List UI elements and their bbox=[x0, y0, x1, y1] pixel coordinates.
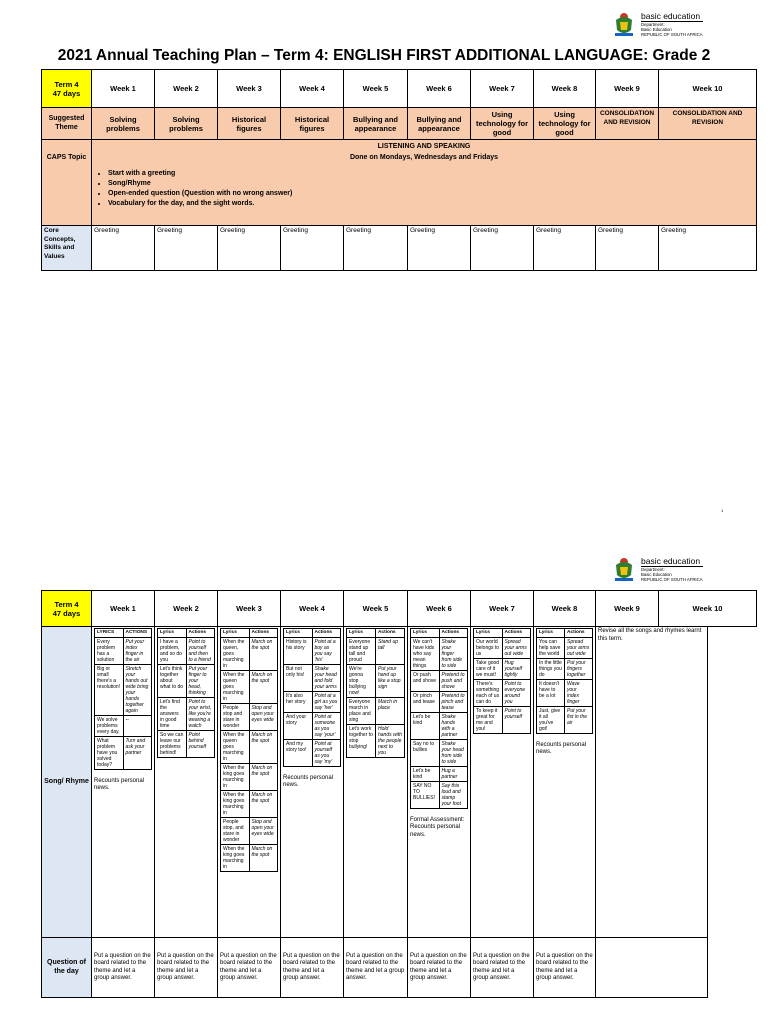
lyrics-row bbox=[347, 697, 405, 724]
question-cell: Put a question on the board related to the theme and let a group answer. bbox=[218, 938, 281, 998]
action-line: Put your finger to your head, thinking bbox=[186, 664, 215, 697]
lyrics-table bbox=[410, 628, 468, 809]
song-cell bbox=[92, 627, 155, 938]
theme-cell: Using technology for good bbox=[471, 108, 534, 140]
recount-note: Recounts personal news. bbox=[94, 777, 145, 791]
greeting-cell: Greeting bbox=[281, 226, 344, 271]
action-line: Pretend to pinch and tease bbox=[439, 691, 468, 712]
action-line: Hug a partner bbox=[439, 766, 468, 781]
lyric-line: I have a problem, and so do you bbox=[158, 637, 187, 664]
logo-dept: Department: bbox=[641, 566, 665, 572]
lyrics-row bbox=[411, 781, 468, 808]
question-cell: Put a question on the board related to the theme and let a group answer. bbox=[92, 938, 155, 998]
lyrics-row bbox=[411, 637, 468, 670]
week-header: Week 4 bbox=[281, 70, 344, 108]
lyric-line: And your story bbox=[284, 712, 313, 739]
lyric-line: When the king goes marching in bbox=[221, 844, 250, 871]
action-line: March in place bbox=[376, 697, 405, 724]
greeting-cell: Greeting bbox=[344, 226, 408, 271]
lyrics-row bbox=[347, 664, 405, 697]
lyric-line: Let's be kind bbox=[411, 766, 440, 781]
week-header: Week 8 bbox=[534, 70, 596, 108]
lyrics-row bbox=[411, 691, 468, 712]
lyric-line: SAY NO TO BULLIES! bbox=[411, 781, 440, 808]
logo-dept2: Basic Education bbox=[641, 26, 672, 32]
logo-dept: Department: bbox=[641, 21, 665, 27]
lyrics-row bbox=[284, 691, 341, 712]
week-header: Week 1 bbox=[92, 591, 155, 627]
action-line: -- bbox=[123, 715, 152, 736]
lyrics-row bbox=[95, 736, 152, 769]
lyrics-row bbox=[537, 706, 593, 733]
greeting-cell: Greeting bbox=[659, 226, 757, 271]
week-header: Week 7 bbox=[471, 70, 534, 108]
lyric-line: When the king goes marching in bbox=[221, 763, 250, 790]
action-line: Stop and open your eyes wide bbox=[249, 817, 278, 844]
lyrics-table bbox=[473, 628, 531, 734]
lyric-line: When the queen, goes marching in bbox=[221, 637, 250, 670]
lyric-line: People stop and stare in wonder bbox=[221, 703, 250, 730]
lyric-line: It doesn't have to be a lot bbox=[537, 679, 565, 706]
action-line: Turn and ask your partner bbox=[123, 736, 152, 769]
lyric-line: You can help save the world bbox=[537, 637, 565, 658]
lyrics-row bbox=[221, 670, 278, 703]
action-line: March on the spot bbox=[249, 730, 278, 763]
lyrics-row bbox=[411, 739, 468, 766]
caps-item: • Start with a greeting bbox=[108, 169, 754, 179]
coat-of-arms-icon bbox=[611, 10, 637, 38]
lyrics-row bbox=[474, 658, 531, 679]
lyric-line: What problem have you solved today? bbox=[95, 736, 124, 769]
week-header: Week 10 bbox=[659, 591, 757, 627]
action-line: March on the spot bbox=[249, 670, 278, 703]
lyrics-row bbox=[221, 763, 278, 790]
greeting-cell: Greeting bbox=[92, 226, 155, 271]
lyrics-row bbox=[474, 706, 531, 733]
lyric-line: Everyone stand up tall and proud bbox=[347, 637, 376, 664]
lyrics-header: Lyrics bbox=[537, 629, 565, 638]
lyric-line: Or push and shove bbox=[411, 670, 440, 691]
week-header: Week 3 bbox=[218, 70, 281, 108]
song-cell bbox=[534, 627, 596, 938]
lyric-line: Let's find the answers in good time bbox=[158, 697, 187, 730]
lyric-line: When the queen goes marching in bbox=[221, 670, 250, 703]
coat-of-arms-icon bbox=[611, 555, 637, 583]
lyrics-row bbox=[474, 637, 531, 658]
action-line: Shake your finger from side to side bbox=[439, 637, 468, 670]
plan-table-bottom bbox=[41, 590, 757, 998]
lyrics-row bbox=[158, 664, 215, 697]
lyric-line: We solve problems every day. bbox=[95, 715, 124, 736]
lyrics-row bbox=[474, 679, 531, 706]
action-line: Shake hands with a partner bbox=[439, 712, 468, 739]
theme-cell: Bullying and appearance bbox=[408, 108, 471, 140]
action-line: Point at yourself as you say 'my' bbox=[312, 739, 341, 766]
lyrics-header: ACTIONS bbox=[123, 629, 152, 638]
lyrics-table bbox=[94, 628, 152, 770]
week-header: Week 7 bbox=[471, 591, 534, 627]
theme-cell: Bullying and appearance bbox=[344, 108, 408, 140]
lyrics-row bbox=[221, 844, 278, 871]
week-header: Week 4 bbox=[281, 591, 344, 627]
week-header: Week 6 bbox=[408, 70, 471, 108]
lyric-line: Let's work together to stop bullying! bbox=[347, 724, 376, 757]
week-header: Week 3 bbox=[218, 591, 281, 627]
caps-sub: Done on Mondays, Wednesdays and Fridays bbox=[349, 154, 499, 161]
week-header: Week 5 bbox=[344, 70, 408, 108]
action-line: Hug yourself tightly bbox=[502, 658, 531, 679]
lyrics-header: LYRICS bbox=[95, 629, 124, 638]
action-line: Put your index finger in the air bbox=[123, 637, 152, 664]
week-header: Week 9 bbox=[596, 591, 659, 627]
lyric-line: But not only his! bbox=[284, 664, 313, 691]
greeting-cell: Greeting bbox=[471, 226, 534, 271]
theme-cell: Solving problems bbox=[92, 108, 155, 140]
caps-list bbox=[108, 169, 754, 209]
action-line: Wave your index finger bbox=[565, 679, 593, 706]
logo-top bbox=[611, 10, 703, 38]
week-header: Week 2 bbox=[155, 591, 218, 627]
lyrics-row bbox=[95, 664, 152, 715]
week-header: Week 9 bbox=[596, 70, 659, 108]
theme-cell: CONSOLIDATION AND REVISION bbox=[596, 108, 659, 140]
lyrics-header: Lyrics bbox=[158, 629, 187, 638]
lyrics-row bbox=[537, 679, 593, 706]
lyrics-row bbox=[347, 637, 405, 664]
lyrics-row bbox=[284, 739, 341, 766]
lyrics-row bbox=[284, 712, 341, 739]
lyrics-table bbox=[157, 628, 215, 758]
term-days: 47 days bbox=[52, 608, 81, 618]
lyric-line: We can't have kids who say mean things bbox=[411, 637, 440, 670]
lyric-line: Every problem has a solution bbox=[95, 637, 124, 664]
lyric-line: We're gonna stop bullying now! bbox=[347, 664, 376, 697]
lyrics-row bbox=[537, 658, 593, 679]
logo-dept2: Basic Education bbox=[641, 571, 672, 577]
lyric-line: Big or small there's a resolution! bbox=[95, 664, 124, 715]
caps-item: • Open-ended question (Question with no wrong answer) bbox=[108, 189, 754, 199]
lyric-line: Take good care of it we must! bbox=[474, 658, 503, 679]
action-line: March on the spot bbox=[249, 637, 278, 670]
lyrics-header: Actions bbox=[376, 629, 405, 638]
song-cell bbox=[471, 627, 534, 938]
lyric-line: And my story too! bbox=[284, 739, 313, 766]
lyric-line: So we can leave our problems behind! bbox=[158, 730, 187, 757]
theme-label: Suggested Theme bbox=[42, 108, 92, 140]
lyrics-row bbox=[221, 817, 278, 844]
week-header: Week 10 bbox=[659, 70, 757, 108]
action-line: March on the spot bbox=[249, 763, 278, 790]
revise-note: Revise all the songs and rhymes learnt this term. bbox=[598, 628, 702, 642]
lyrics-row bbox=[221, 730, 278, 763]
week-header: Week 6 bbox=[408, 591, 471, 627]
action-line: Put your fist in the air bbox=[565, 706, 593, 733]
lyric-line: Just, give it all you've got! bbox=[537, 706, 565, 733]
greeting-cell: Greeting bbox=[218, 226, 281, 271]
lyric-line: When the queen goes marching in bbox=[221, 730, 250, 763]
logo-name: basic education bbox=[641, 557, 703, 567]
question-cell: Put a question on the board related to the theme and let a group answer. bbox=[408, 938, 471, 998]
lyric-line: When the king goes marching in bbox=[221, 790, 250, 817]
lyrics-row bbox=[411, 712, 468, 739]
lyrics-header: Actions bbox=[186, 629, 215, 638]
caps-label: CAPS Topic bbox=[42, 140, 92, 226]
song-cell bbox=[155, 627, 218, 938]
lyrics-table bbox=[283, 628, 341, 767]
week-header: Week 8 bbox=[534, 591, 596, 627]
lyric-line: Let's be kind bbox=[411, 712, 440, 739]
question-cell: Put a question on the board related to the theme and let a group answer. bbox=[281, 938, 344, 998]
term-cell bbox=[42, 591, 92, 627]
logo-republic: REPUBLIC OF SOUTH AFRICA bbox=[641, 31, 703, 37]
action-line: Stop and open your eyes wide bbox=[249, 703, 278, 730]
action-line: Point at a boy as you say 'his' bbox=[312, 637, 341, 664]
logo-republic: REPUBLIC OF SOUTH AFRICA bbox=[641, 576, 703, 582]
lyric-line: In the little things you do bbox=[537, 658, 565, 679]
lyrics-header: Lyrics bbox=[474, 629, 503, 638]
lyrics-header: Lyrics bbox=[221, 629, 250, 638]
lyric-line: There's something each of us can do bbox=[474, 679, 503, 706]
song-cell bbox=[408, 627, 471, 938]
lyrics-header: Actions bbox=[565, 629, 593, 638]
greeting-cell: Greeting bbox=[155, 226, 218, 271]
term-label: Term 4 bbox=[54, 79, 79, 89]
song-cell bbox=[281, 627, 344, 938]
action-line: Point to everyone around you bbox=[502, 679, 531, 706]
action-line: Point to yourself bbox=[502, 706, 531, 733]
lyrics-row bbox=[158, 730, 215, 757]
lyrics-table bbox=[220, 628, 278, 872]
lyric-line: Let's think together about what to do bbox=[158, 664, 187, 697]
question-label: Question of the day bbox=[42, 938, 92, 998]
greeting-cell: Greeting bbox=[408, 226, 471, 271]
song-cell bbox=[218, 627, 281, 938]
question-cell: Put a question on the board related to the theme and let a group answer. bbox=[344, 938, 408, 998]
recount-note: Recounts personal news. bbox=[536, 741, 587, 755]
core-label: Core Concepts, Skills and Values bbox=[42, 226, 92, 271]
week-header: Week 5 bbox=[344, 591, 408, 627]
recount-note: Formal Assessment: Recounts personal news. bbox=[410, 816, 465, 838]
lyric-line: It's also her story bbox=[284, 691, 313, 712]
greeting-cell: Greeting bbox=[534, 226, 596, 271]
lyrics-row bbox=[221, 637, 278, 670]
lyrics-header: Actions bbox=[439, 629, 468, 638]
theme-cell: CONSOLIDATION AND REVISION bbox=[659, 108, 757, 140]
theme-cell: Solving problems bbox=[155, 108, 218, 140]
question-cell bbox=[596, 938, 708, 998]
action-line: March on the spot bbox=[249, 790, 278, 817]
song-label: Song/ Rhyme bbox=[42, 627, 92, 938]
lyrics-header: Actions bbox=[502, 629, 531, 638]
week-header: Week 2 bbox=[155, 70, 218, 108]
term-days: 47 days bbox=[52, 88, 81, 98]
term-cell bbox=[42, 70, 92, 108]
lyrics-row bbox=[95, 715, 152, 736]
lyric-line: To keep it great for me and you! bbox=[474, 706, 503, 733]
lyrics-header: Actions bbox=[249, 629, 278, 638]
song-cell bbox=[596, 627, 708, 938]
lyrics-row bbox=[158, 637, 215, 664]
lyric-line: History is his story bbox=[284, 637, 313, 664]
lyrics-row bbox=[347, 724, 405, 757]
lyrics-table bbox=[536, 628, 593, 734]
lyrics-header: Lyrics bbox=[284, 629, 313, 638]
caps-heading: LISTENING AND SPEAKING bbox=[377, 143, 471, 150]
lyrics-row bbox=[411, 670, 468, 691]
term-label: Term 4 bbox=[54, 599, 79, 609]
lyric-line: Our world belongs to us bbox=[474, 637, 503, 658]
logo-bottom bbox=[611, 555, 703, 583]
action-line: Spread your arms out wide bbox=[565, 637, 593, 658]
action-line: Point to your wrist, like you're wearing a watch bbox=[186, 697, 215, 730]
lyric-line: Or pinch and tease bbox=[411, 691, 440, 712]
action-line: Spread your arms out wide bbox=[502, 637, 531, 658]
theme-cell: Using technology for good bbox=[534, 108, 596, 140]
action-line: Say this loud and stamp your foot bbox=[439, 781, 468, 808]
logo-name: basic education bbox=[641, 12, 703, 22]
action-line: Shake your head and fold your arms bbox=[312, 664, 341, 691]
caps-topic bbox=[92, 140, 757, 226]
action-line: March on the spot bbox=[249, 844, 278, 871]
lyric-line: Say no to bullies bbox=[411, 739, 440, 766]
action-line: Stand up tall bbox=[376, 637, 405, 664]
page-title: 2021 Annual Teaching Plan – Term 4: ENGLISH FIRST ADDITIONAL LANGUAGE: Grade 2 bbox=[57, 47, 711, 64]
lyrics-row bbox=[411, 766, 468, 781]
action-line: Pretend to push and shove bbox=[439, 670, 468, 691]
lyrics-row bbox=[284, 637, 341, 664]
theme-cell: Historical figures bbox=[218, 108, 281, 140]
action-line: Hold hands with the people next to you bbox=[376, 724, 405, 757]
theme-cell: Historical figures bbox=[281, 108, 344, 140]
lyrics-row bbox=[158, 697, 215, 730]
plan-table-top bbox=[41, 69, 757, 271]
caps-item: • Vocabulary for the day, and the sight words. bbox=[108, 199, 754, 209]
question-cell: Put a question on the board related to the theme and let a group answer. bbox=[155, 938, 218, 998]
action-line: Point at someone as you say 'your' bbox=[312, 712, 341, 739]
song-cell bbox=[344, 627, 408, 938]
action-line: Stretch your hands out wide bring your hands together again bbox=[123, 664, 152, 715]
lyrics-row bbox=[221, 703, 278, 730]
lyric-line: People stop, and stare in wonder bbox=[221, 817, 250, 844]
lyrics-header: Lyrics bbox=[347, 629, 376, 638]
caps-item: • Song/Rhyme bbox=[108, 179, 754, 189]
lyric-line: Everyone march in place and sing bbox=[347, 697, 376, 724]
week-header: Week 1 bbox=[92, 70, 155, 108]
lyrics-row bbox=[537, 637, 593, 658]
lyrics-header: Lyrics bbox=[411, 629, 440, 638]
lyrics-row bbox=[221, 790, 278, 817]
greeting-cell: Greeting bbox=[596, 226, 659, 271]
action-line: Put your fingers together bbox=[565, 658, 593, 679]
question-cell: Put a question on the board related to the theme and let a group answer. bbox=[534, 938, 596, 998]
action-line: Point to yourself and then to a friend bbox=[186, 637, 215, 664]
recount-note: Recounts personal news. bbox=[283, 774, 334, 788]
lyrics-table bbox=[346, 628, 405, 758]
action-line: Shake your head from side to side bbox=[439, 739, 468, 766]
lyrics-header: Actions bbox=[312, 629, 341, 638]
lyrics-row bbox=[95, 637, 152, 664]
action-line: Point behind yourself bbox=[186, 730, 215, 757]
page-number: 1 bbox=[721, 508, 724, 513]
action-line: Put your hand up like a stop sign bbox=[376, 664, 405, 697]
action-line: Point at a girl as you say 'her' bbox=[312, 691, 341, 712]
question-cell: Put a question on the board related to the theme and let a group answer. bbox=[471, 938, 534, 998]
lyrics-row bbox=[284, 664, 341, 691]
